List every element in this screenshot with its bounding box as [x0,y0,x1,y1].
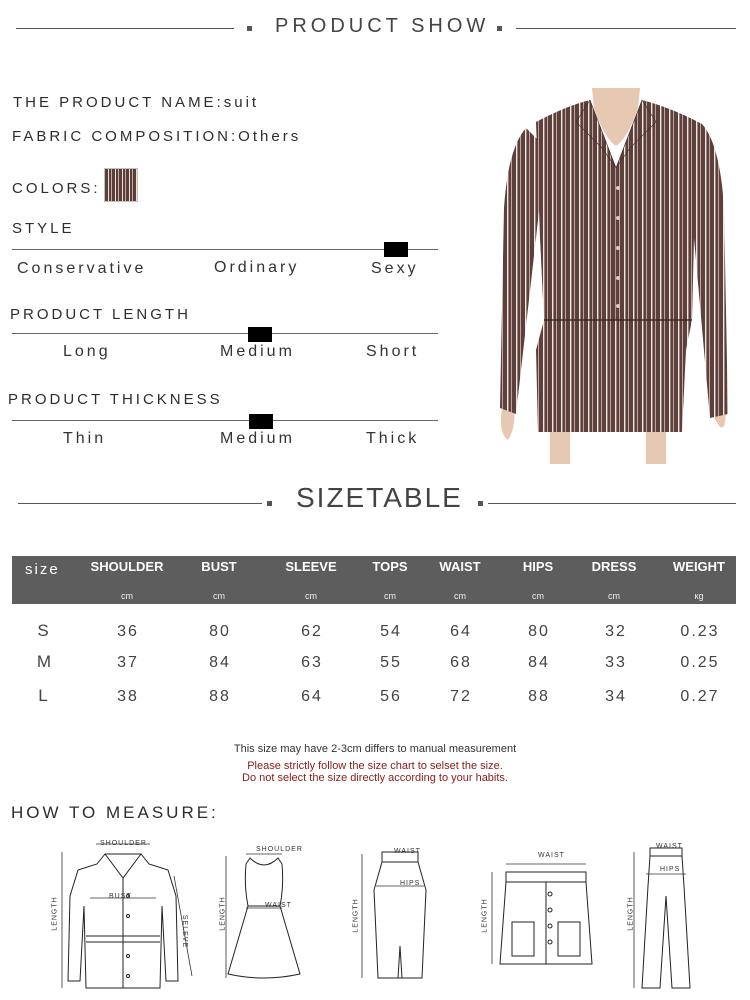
table-row-l-shoulder: 38 [117,688,139,705]
header-hips: HIPS [522,559,554,574]
style-title: STYLE [12,220,75,237]
pants-length-label: LENGTH [627,896,635,931]
dress-diagram [224,846,304,984]
how-to-measure-title: HOW TO MEASURE: [11,803,219,822]
style-option-conservative: Conservative [17,260,147,277]
skirt-diagram [360,850,440,985]
thickness-option-thick: Thick [366,430,420,447]
page-title: PRODUCT SHOW [275,15,490,37]
table-row-l-bust: 88 [209,688,231,705]
style-option-sexy: Sexy [371,260,419,277]
header-rule-left [16,28,234,29]
shorts-length-label: LENGTH [481,898,489,933]
product-name: THE PRODUCT NAME:suit [13,94,260,111]
thickness-option-medium: Medium [220,430,295,447]
header-shoulder: SHOULDER [90,559,164,574]
table-row-l-waist: 72 [450,688,472,705]
table-row-m-waist: 68 [450,654,472,671]
style-option-ordinary: Ordinary [214,259,300,276]
size-warning-1: Please strictly follow the size chart to selset the size. [247,760,503,772]
table-row-m-bust: 84 [209,654,231,671]
table-row-s-shoulder: 36 [117,623,139,640]
length-option-short: Short [366,343,420,360]
thickness-marker [249,414,273,429]
header-dress: DRESS [591,559,637,574]
table-row-m-weight: 0.25 [680,654,720,671]
header-rule-right [516,28,736,29]
unit-shoulder: cm [121,591,133,601]
table-row-s-bust: 80 [209,623,231,640]
skirt-waist-label: WAIST [394,848,421,855]
product-photo [496,88,736,468]
length-option-medium: Medium [220,343,295,360]
table-row-l-sleeve: 64 [301,688,323,705]
length-title: PRODUCT LENGTH [10,306,191,323]
unit-bust: cm [213,591,225,601]
header-waist: WAIST [439,559,481,574]
table-row-l-size: L [38,686,50,705]
unit-tops: cm [384,591,396,601]
style-track [12,249,438,250]
table-row-m-hips: 84 [528,654,550,671]
skirt-hips-label: HIPS [400,880,421,887]
jacket-sleeve-label: SELEVE [181,914,189,949]
sizetable-title: SIZETABLE [296,482,463,513]
sizetable-rule-right [488,503,736,504]
length-track [12,333,438,334]
pants-waist-label: WAIST [656,843,683,850]
header-bust: BUST [201,559,237,574]
thickness-option-thin: Thin [63,430,107,447]
skirt-length-label: LENGTH [352,898,360,933]
length-marker [248,327,272,342]
table-row-s-size: S [37,621,51,640]
table-row-m-sleeve: 63 [301,654,323,671]
style-marker [384,242,408,257]
table-row-s-tops: 54 [380,623,402,640]
jacket-diagram [50,836,200,992]
header-sleeve: SLEEVE [285,559,337,574]
jacket-shoulder-label: SHOULDER [100,840,147,847]
table-row-s-sleeve: 62 [301,623,323,640]
table-row-m-size: M [36,652,54,671]
header-size: size [25,561,60,578]
table-row-l-weight: 0.27 [680,688,720,705]
fabric-composition: FABRIC COMPOSITION:Others [12,128,302,145]
thickness-track [12,420,438,421]
sizetable-rule-left [18,503,262,504]
table-row-m-shoulder: 37 [117,654,139,671]
dress-length-label: LENGTH [219,896,227,931]
unit-weight: кg [694,591,704,601]
size-warning-2: Do not select the size directly according to your habits. [242,772,508,784]
dress-shoulder-label: SHOULDER [256,846,303,853]
shorts-diagram [490,860,600,972]
colors-label: COLORS: [12,180,101,197]
header-weight: WEIGHT [673,559,725,574]
table-row-m-dress: 33 [605,654,627,671]
shorts-waist-label: WAIST [538,852,565,859]
unit-sleeve: cm [305,591,317,601]
jacket-bust-label: BUST [109,893,132,900]
color-swatch-stripe[interactable] [104,168,138,202]
table-row-s-waist: 64 [450,623,472,640]
table-row-s-weight: 0.23 [680,623,720,640]
table-row-l-dress: 34 [605,688,627,705]
table-row-m-tops: 55 [380,654,402,671]
unit-waist: cm [454,591,466,601]
pants-hips-label: HIPS [660,866,681,873]
dress-waist-label: WAIST [265,902,292,909]
thickness-title: PRODUCT THICKNESS [8,391,223,408]
unit-dress: cm [608,591,620,601]
sizetable-dot-right [478,501,483,506]
unit-hips: cm [532,591,544,601]
header-dot-left [247,26,252,31]
length-option-long: Long [63,343,111,360]
header-tops: TOPS [372,559,408,574]
sizetable-dot-left [267,501,272,506]
jacket-length-label: LENGTH [51,896,59,931]
table-row-s-hips: 80 [528,623,550,640]
table-row-s-dress: 32 [605,623,627,640]
table-row-l-hips: 88 [528,688,550,705]
table-row-l-tops: 56 [380,688,402,705]
header-dot-right [497,26,502,31]
measurement-note: This size may have 2-3cm differs to manual measurement [233,743,517,755]
